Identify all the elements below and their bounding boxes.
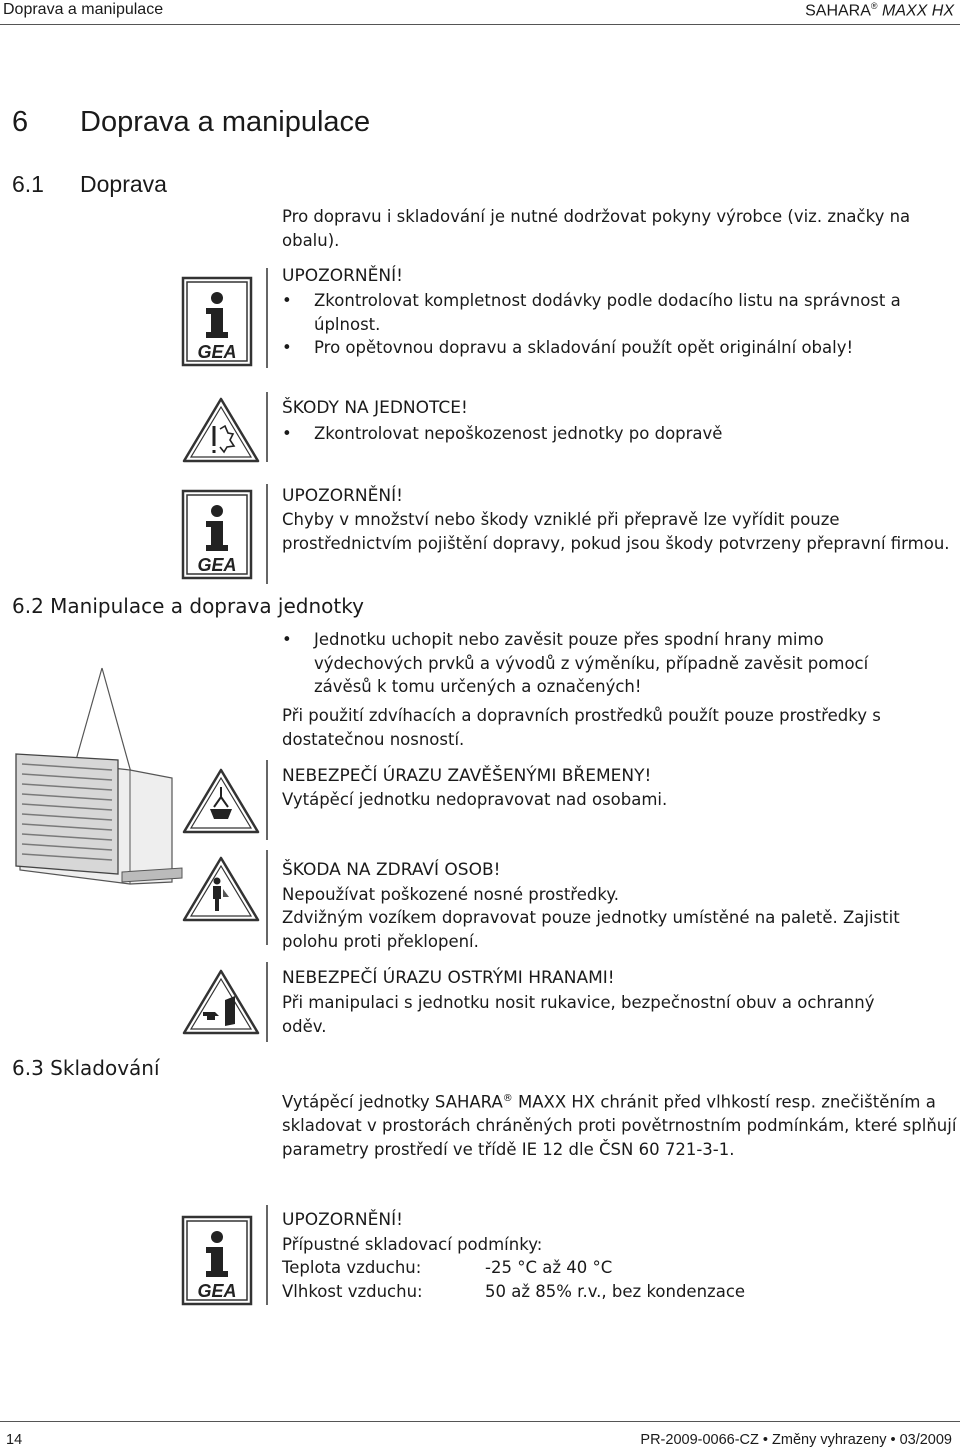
note-rule [266, 268, 268, 368]
header-left: Doprava a manipulace [3, 1, 164, 18]
damage-title: ŠKODY NA JEDNOTCE! [282, 398, 468, 418]
warning-rule [266, 962, 268, 1042]
w2-title: ŠKODA NA ZDRAVÍ OSOB! [282, 860, 501, 880]
gea-logo-text: GEA [197, 342, 237, 362]
s62-list [282, 628, 902, 699]
warning-damage-icon [181, 396, 261, 464]
s63-text-a: Vytápěcí jednotky SAHARA [282, 1092, 503, 1112]
gea-logo-text: GEA [197, 555, 237, 575]
section-61-intro: Pro dopravu i skladování je nutné dodržovat pokyny výrobce (viz. značky na obalu). [282, 207, 911, 250]
section-61-title: Doprava [80, 171, 167, 197]
section-62-title: Manipulace a doprava jednotky [50, 594, 364, 618]
section-61-number: 6.1 [12, 171, 44, 197]
note2-title: UPOZORNĚNÍ! [282, 486, 403, 506]
w3-text: Při manipulaci s jednotku nosit rukavice, bezpečnostní obuv a ochranný oděv. [282, 993, 875, 1036]
note1-list [282, 289, 958, 360]
warning-rule [266, 850, 268, 945]
list-item: • Zkontrolovat nepoškozenost jednotky po dopravě [282, 422, 958, 446]
warning-sharp-edges-icon [181, 968, 261, 1036]
list-item: • Pro opětovnou dopravu a skladování použít opět originální obaly! [282, 336, 958, 360]
info-gea-icon [181, 1215, 253, 1306]
note2-text: Chyby v množství nebo škody vzniklé při přepravě lze vyřídit pouze prostřednictvím pojištění dopravy, pokud jsou škody potvrzeny přepravní firmou. [282, 510, 950, 553]
header-model: MAXX HX [881, 2, 954, 20]
note-rule [266, 484, 268, 584]
footer-doc: PR-2009-0066-CZ • Změny vyhrazeny • 03/2009 [640, 1432, 952, 1448]
info-gea-icon [181, 489, 253, 580]
w3-title: NEBEZPEČÍ ÚRAZU OSTRÝMI HRANAMI! [282, 968, 615, 988]
storage-note-subtitle: Přípustné skladovací podmínky: [282, 1235, 543, 1254]
s62-text: Při použití zdvíhacích a dopravních prostředků použít pouze prostředky s dostatečnou nosností. [282, 706, 881, 749]
header-reg: ® [870, 1, 878, 11]
storage-note-title: UPOZORNĚNÍ! [282, 1210, 403, 1230]
section-63-number: 6.3 [12, 1056, 44, 1080]
warning-person-icon [181, 855, 261, 923]
footer-rule [0, 1421, 960, 1422]
w2-line1: Nepoužívat poškozené nosné prostředky. [282, 885, 619, 904]
s63-text [282, 1087, 958, 1161]
storage-row-label: Teplota vzduchu: [282, 1258, 422, 1277]
gea-logo-text: GEA [197, 1281, 237, 1301]
heating-unit-illustration [10, 660, 185, 900]
storage-row-value: 50 až 85% r.v., bez kondenzace [485, 1282, 746, 1301]
damage-rule [266, 392, 268, 462]
w1-title: NEBEZPEČÍ ÚRAZU ZAVĚŠENÝMI BŘEMENY! [282, 766, 652, 786]
w2-line2: Zdvižným vozíkem dopravovat pouze jednotky umístěné na paletě. Zajistit polohu proti překlopení. [282, 908, 900, 951]
note-rule [266, 1205, 268, 1305]
footer-page: 14 [6, 1432, 23, 1448]
section-63-heading [12, 1056, 160, 1080]
note1-title: UPOZORNĚNÍ! [282, 266, 403, 286]
storage-row-value: -25 °C až 40 °C [485, 1258, 613, 1277]
s63-text-reg: ® [502, 1093, 513, 1104]
section-62-heading [12, 594, 364, 618]
w1-text: Vytápěcí jednotku nedopravovat nad osobami. [282, 790, 668, 809]
header-rule [0, 24, 960, 25]
warning-rule [266, 760, 268, 840]
header-brand: SAHARA [805, 2, 871, 20]
s63-text-b: MAXX HX chránit před vlhkostí resp. znečištěním a skladovat v prostorách chráněných proti povětrnostním podmínkám, které splňují parametry prostředí ve třídě IE 12 dle ČSN 60 721-3-1. [282, 1092, 957, 1159]
storage-row-label: Vlhkost vzduchu: [282, 1282, 423, 1301]
info-gea-icon [181, 276, 253, 367]
chapter-number: 6 [12, 106, 29, 138]
damage-list [282, 422, 958, 446]
chapter-title: Doprava a manipulace [80, 106, 371, 138]
section-63-title: Skladování [50, 1056, 160, 1080]
header-right [805, 1, 954, 20]
list-item: • Jednotku uchopit nebo zavěsit pouze přes spodní hrany mimo výdechových prvků a vývodů z výměníku, případně zavěsit pomocí závěsů k tomu určených a označených! [282, 628, 902, 699]
section-62-number: 6.2 [12, 594, 44, 618]
list-item: • Zkontrolovat kompletnost dodávky podle dodacího listu na správnost a úplnost. [282, 289, 958, 336]
warning-suspended-load-icon [181, 767, 261, 835]
